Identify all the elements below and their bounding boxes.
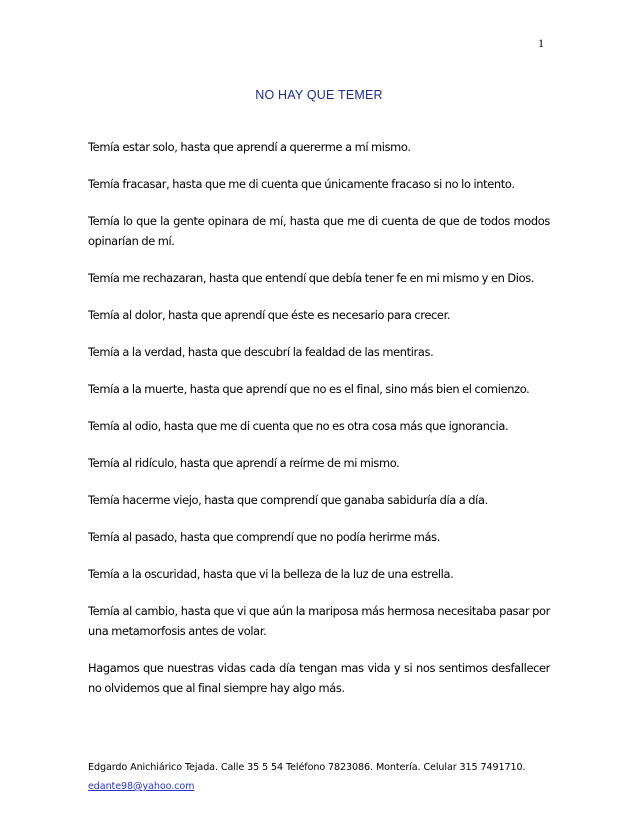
paragraph-12: Temía a la oscuridad, hasta que vi la belleza de la luz de una estrella.	[88, 567, 454, 581]
document-title: NO HAY QUE TEMER	[255, 88, 383, 102]
footer-contact: Edgardo Anichiárico Tejada. Calle 35 5 54 Teléfono 7823086. Montería. Celular 315 7491710.	[88, 762, 526, 773]
paragraph-1: Temía estar solo, hasta que aprendí a quererme a mí mismo.	[88, 140, 411, 154]
page-number: 1	[538, 36, 544, 50]
paragraph-11: Temía al pasado, hasta que comprendí que no podía herirme más.	[88, 530, 441, 544]
footer-email-link[interactable]: edante98@yahoo.com	[88, 781, 195, 792]
paragraph-9: Temía al ridículo, hasta que aprendí a reírme de mi mismo.	[88, 456, 400, 470]
page-footer	[88, 758, 558, 796]
paragraph-14: Hagamos que nuestras vidas cada día tengan mas vida y si nos sentimos desfallecer no olvidemos que al final siempre hay algo más.	[88, 661, 550, 695]
paragraph-2: Temía fracasar, hasta que me di cuenta que únicamente fracaso si no lo intento.	[88, 177, 515, 191]
paragraph-7: Temía a la muerte, hasta que aprendí que no es el final, sino más bien el comienzo.	[88, 382, 530, 396]
paragraph-13: Temía al cambio, hasta que vi que aún la mariposa más hermosa necesitaba pasar por una metamorfosis antes de volar.	[88, 604, 550, 638]
paragraph-8: Temía al odio, hasta que me di cuenta que no es otra cosa más que ignorancia.	[88, 419, 509, 433]
paragraph-3: Temía lo que la gente opinara de mí, hasta que me di cuenta de que de todos modos opinarían de mí.	[88, 214, 550, 248]
paragraph-10: Temía hacerme viejo, hasta que comprendí que ganaba sabiduría día a día.	[88, 493, 488, 507]
paragraph-4: Temía me rechazaran, hasta que entendí que debía tener fe en mi mismo y en Dios.	[88, 271, 535, 285]
paragraph-6: Temía a la verdad, hasta que descubrí la fealdad de las mentiras.	[88, 345, 434, 359]
paragraph-5: Temía al dolor, hasta que aprendí que éste es necesario para crecer.	[88, 308, 451, 322]
document-body	[88, 137, 550, 715]
